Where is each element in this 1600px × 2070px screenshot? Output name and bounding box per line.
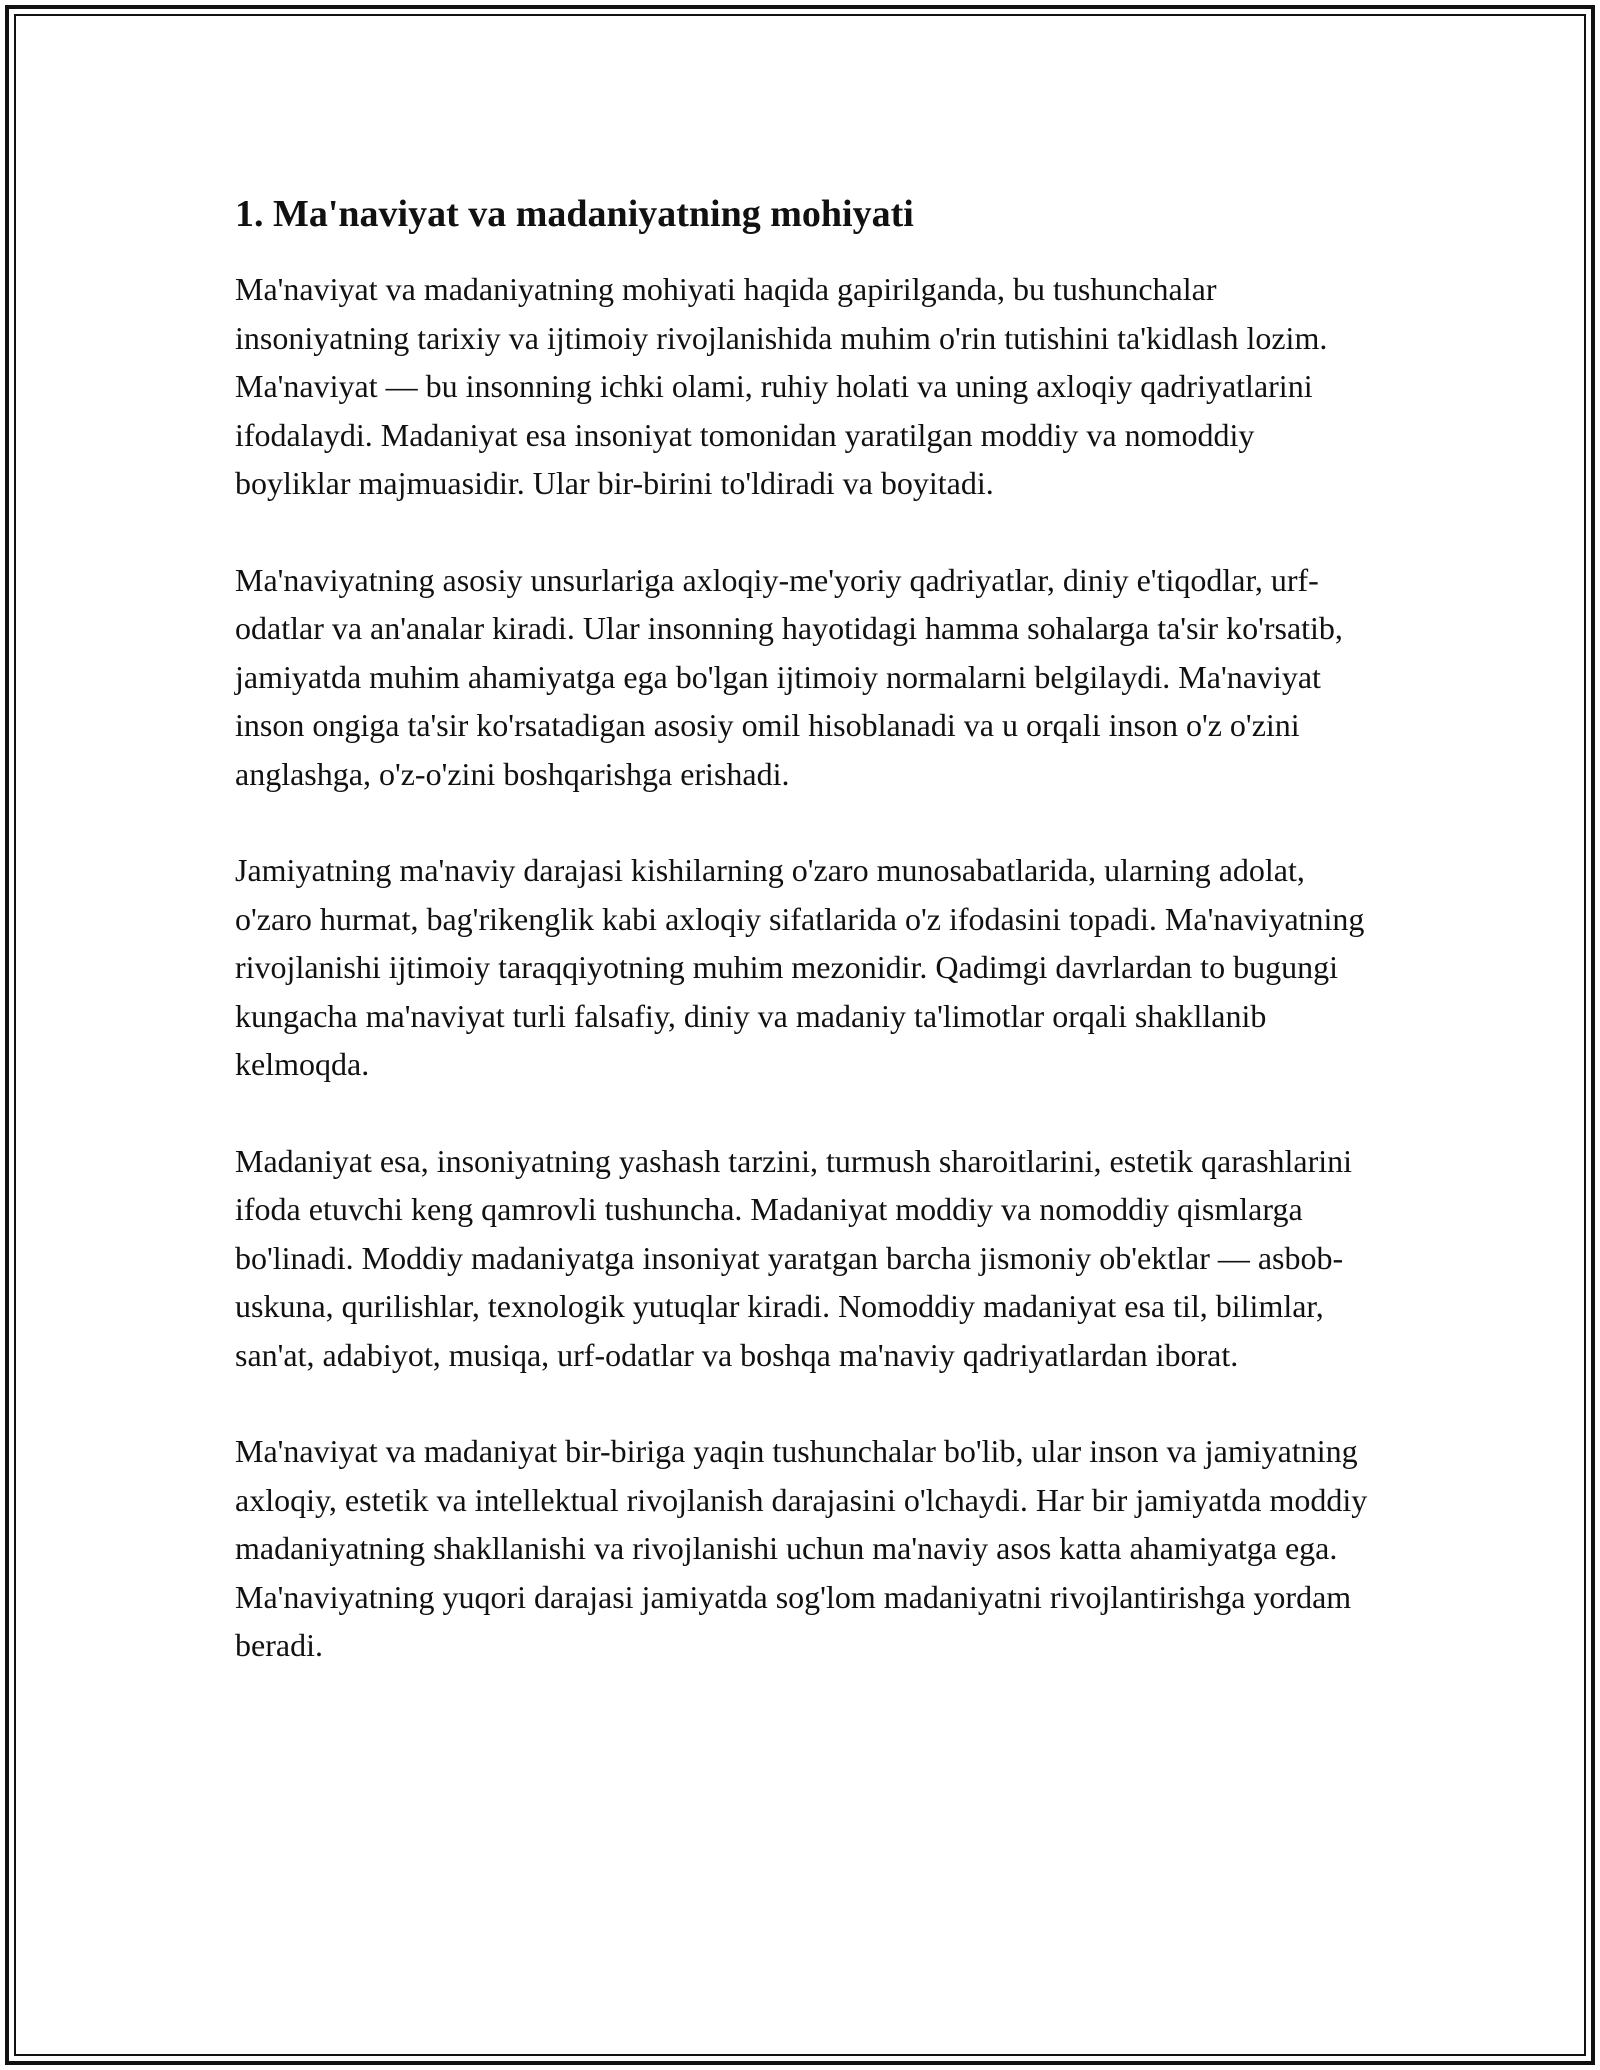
paragraph-3: Jamiyatning ma'naviy darajasi kishilarning o'zaro munosabatlarida, ularning adolat, o'zaro hurmat, bag'rikenglik kabi axloqiy sifatlarida o'z ifodasini topadi. Ma'naviyatning rivojlanishi ijtimoiy taraqqiyotning muhim mezonidir. Qadimgi davrlardan to bugungi kungacha ma'naviyat turli falsafiy, diniy va madaniy ta'limotlar orqali shakllanib kelmoqda. xyxy=(235,852,1365,1082)
paragraph-1: Ma'naviyat va madaniyatning mohiyati haqida gapirilganda, bu tushunchalar insoniyatning tarixiy va ijtimoiy rivojlanishida muhim o'rin tutishini ta'kidlash lozim. Ma'naviyat — bu insonning ichki olami, ruhiy holati va uning axloqiy qadriyatlarini ifodalaydi. Madaniyat esa insoniyat tomonidan yaratilgan moddiy va nomoddiy boyliklar majmuasidir. Ular bir-birini to'ldiradi va boyitadi. xyxy=(235,271,1328,501)
section-heading: 1. Ma'naviyat va madaniyatning mohiyati xyxy=(235,193,914,235)
paragraph-4: Madaniyat esa, insoniyatning yashash tarzini, turmush sharoitlarini, estetik qarashlarini ifoda etuvchi keng qamrovli tushuncha. Madaniyat moddiy va nomoddiy qismlarga bo'linadi. Moddiy madaniyatga insoniyat yaratgan barcha jismoniy ob'ektlar — asbob-uskuna, qurilishlar, texnologik yutuqlar kiradi. Nomoddiy madaniyat esa til, bilimlar, san'at, adabiyot, musiqa, urf-odatlar va boshqa ma'naviy qadriyatlardan iborat. xyxy=(235,1142,1353,1373)
paragraph-5: Ma'naviyat va madaniyat bir-biriga yaqin tushunchalar bo'lib, ular inson va jamiyatning axloqiy, estetik va intellektual rivojlanish darajasini o'lchaydi. Har bir jamiyatda moddiy madaniyatning shakllanishi va rivojlanishi uchun ma'naviy asos katta ahamiyatga ega. Ma'naviyatning yuqori darajasi jamiyatda sog'lom madaniyatni rivojlantirishga yordam beradi. xyxy=(235,1433,1368,1663)
document-body xyxy=(235,189,1370,1718)
paragraph-2: Ma'naviyatning asosiy unsurlariga axloqiy-me'yoriy qadriyatlar, diniy e'tiqodlar, urf-odatlar va an'analar kiradi. Ular insonning hayotidagi hamma sohalarga ta'sir ko'rsatib, jamiyatda muhim ahamiyatga ega bo'lgan ijtimoiy normalarni belgilaydi. Ma'naviyat inson ongiga ta'sir ko'rsatadigan asosiy omil hisoblanadi va u orqali inson o'z o'zini anglashga, o'z-o'zini boshqarishga erishadi. xyxy=(235,561,1343,792)
